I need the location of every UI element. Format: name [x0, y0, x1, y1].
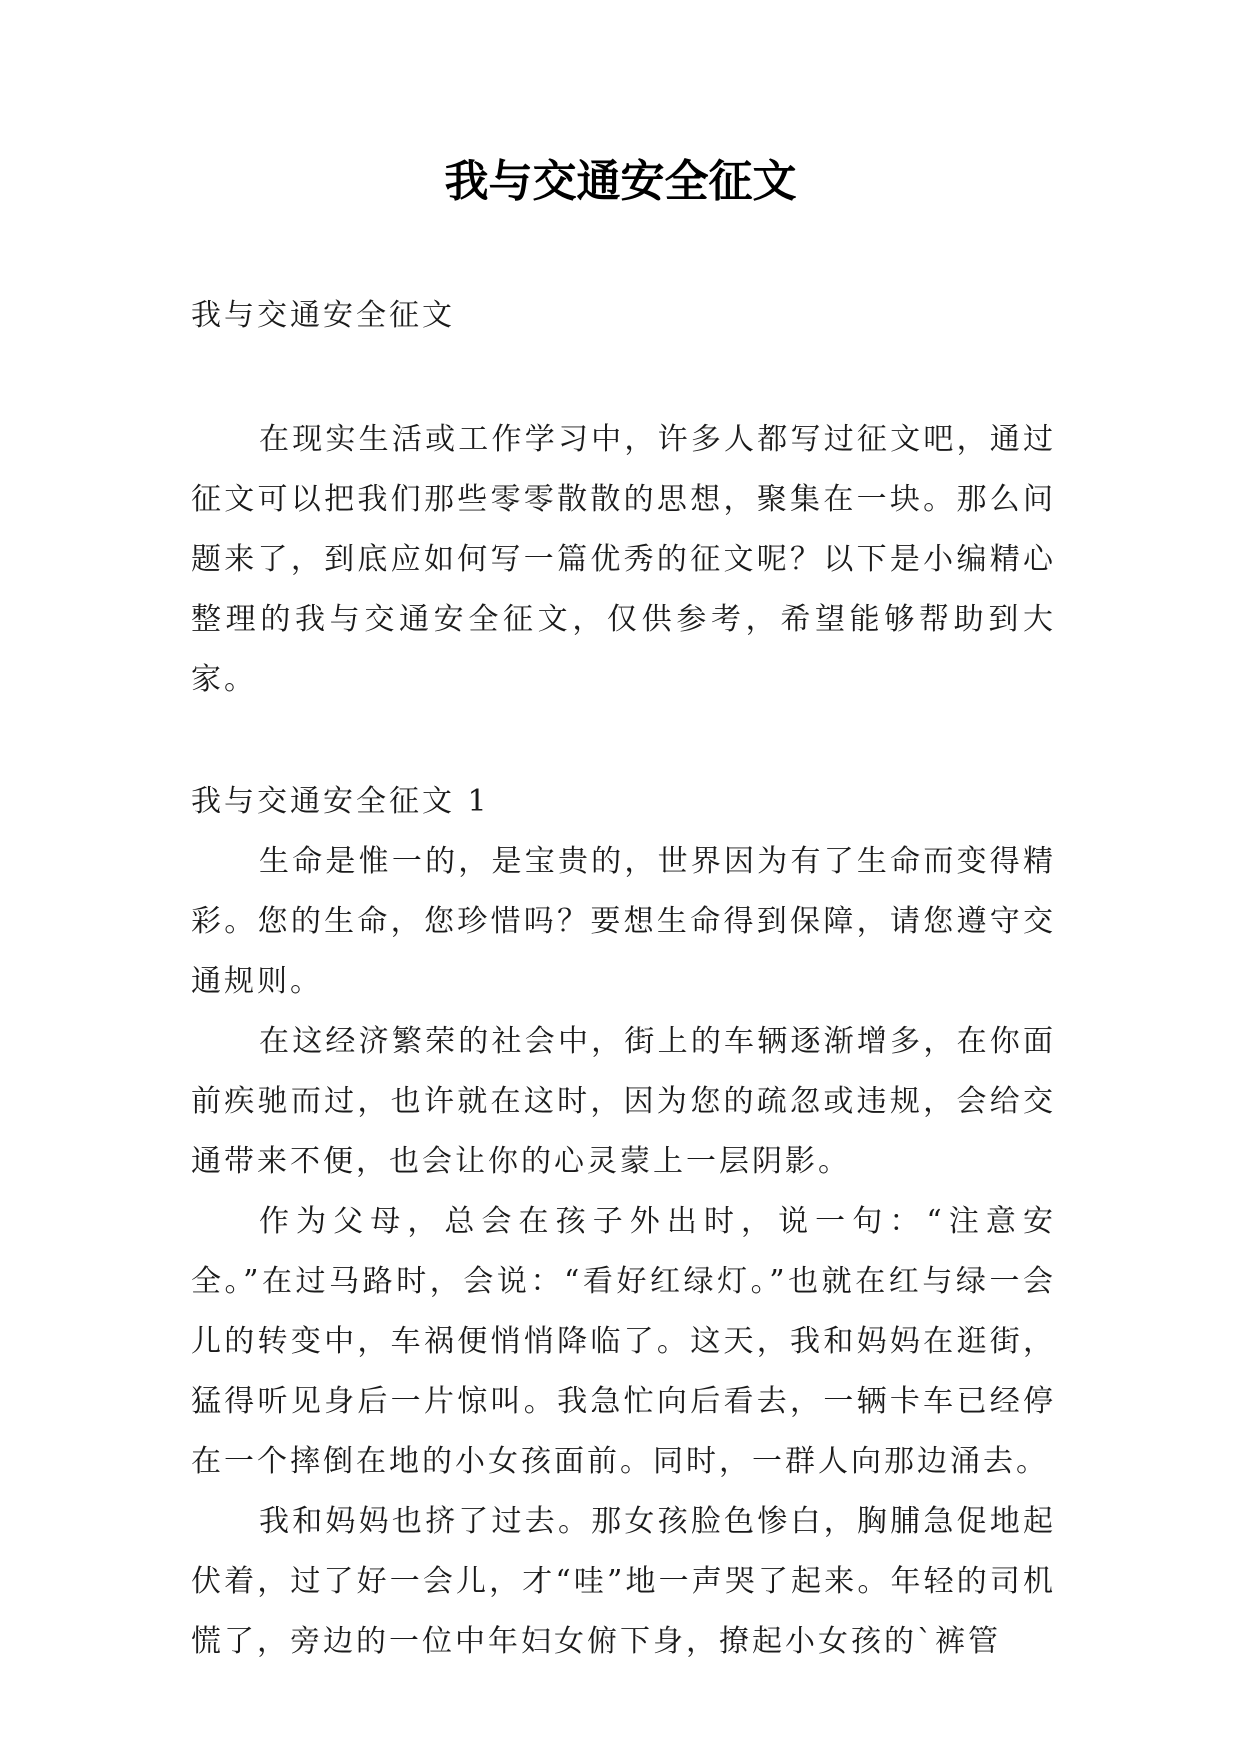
body-paragraph: 我和妈妈也挤了过去。那女孩脸色惨白，胸脯急促地起伏着，过了好一会儿，才“哇”地一声哭了起来。年轻的司机慌了，旁边的一位中年妇女俯下身，撩起小女孩的`裤管 [191, 1504, 1056, 1659]
body-paragraph: 生命是惟一的，是宝贵的，世界因为有了生命而变得精彩。您的生命，您珍惜吗？要想生命得到保障，请您遵守交通规则。 [191, 844, 1056, 999]
body-paragraph: 作为父母，总会在孩子外出时，说一句：“注意安全。”在过马路时，会说：“看好红绿灯。”也就在红与绿一会儿的转变中，车祸便悄悄降临了。这天，我和妈妈在逛街，猛得听见身后一片惊叫。我急忙向后看去，一辆卡车已经停在一个摔倒在地的小女孩面前。同时，一群人向那边涌去。 [191, 1204, 1056, 1479]
body-paragraph: 在这经济繁荣的社会中，街上的车辆逐渐增多，在你面前疾驰而过，也许就在这时，因为您的疏忽或违规，会给交通带来不便，也会让你的心灵蒙上一层阴影。 [191, 1024, 1056, 1179]
document-body [191, 286, 1056, 1672]
section-heading: 我与交通安全征文 1 [191, 784, 490, 819]
document-title: 我与交通安全征文 [444, 156, 797, 207]
document-subtitle: 我与交通安全征文 [191, 298, 455, 333]
intro-paragraph: 在现实生活或工作学习中，许多人都写过征文吧，通过征文可以把我们那些零零散散的思想，聚集在一块。那么问题来了，到底应如何写一篇优秀的征文呢？以下是小编精心整理的我与交通安全征文，仅供参考，希望能够帮助到大家。 [191, 422, 1056, 697]
